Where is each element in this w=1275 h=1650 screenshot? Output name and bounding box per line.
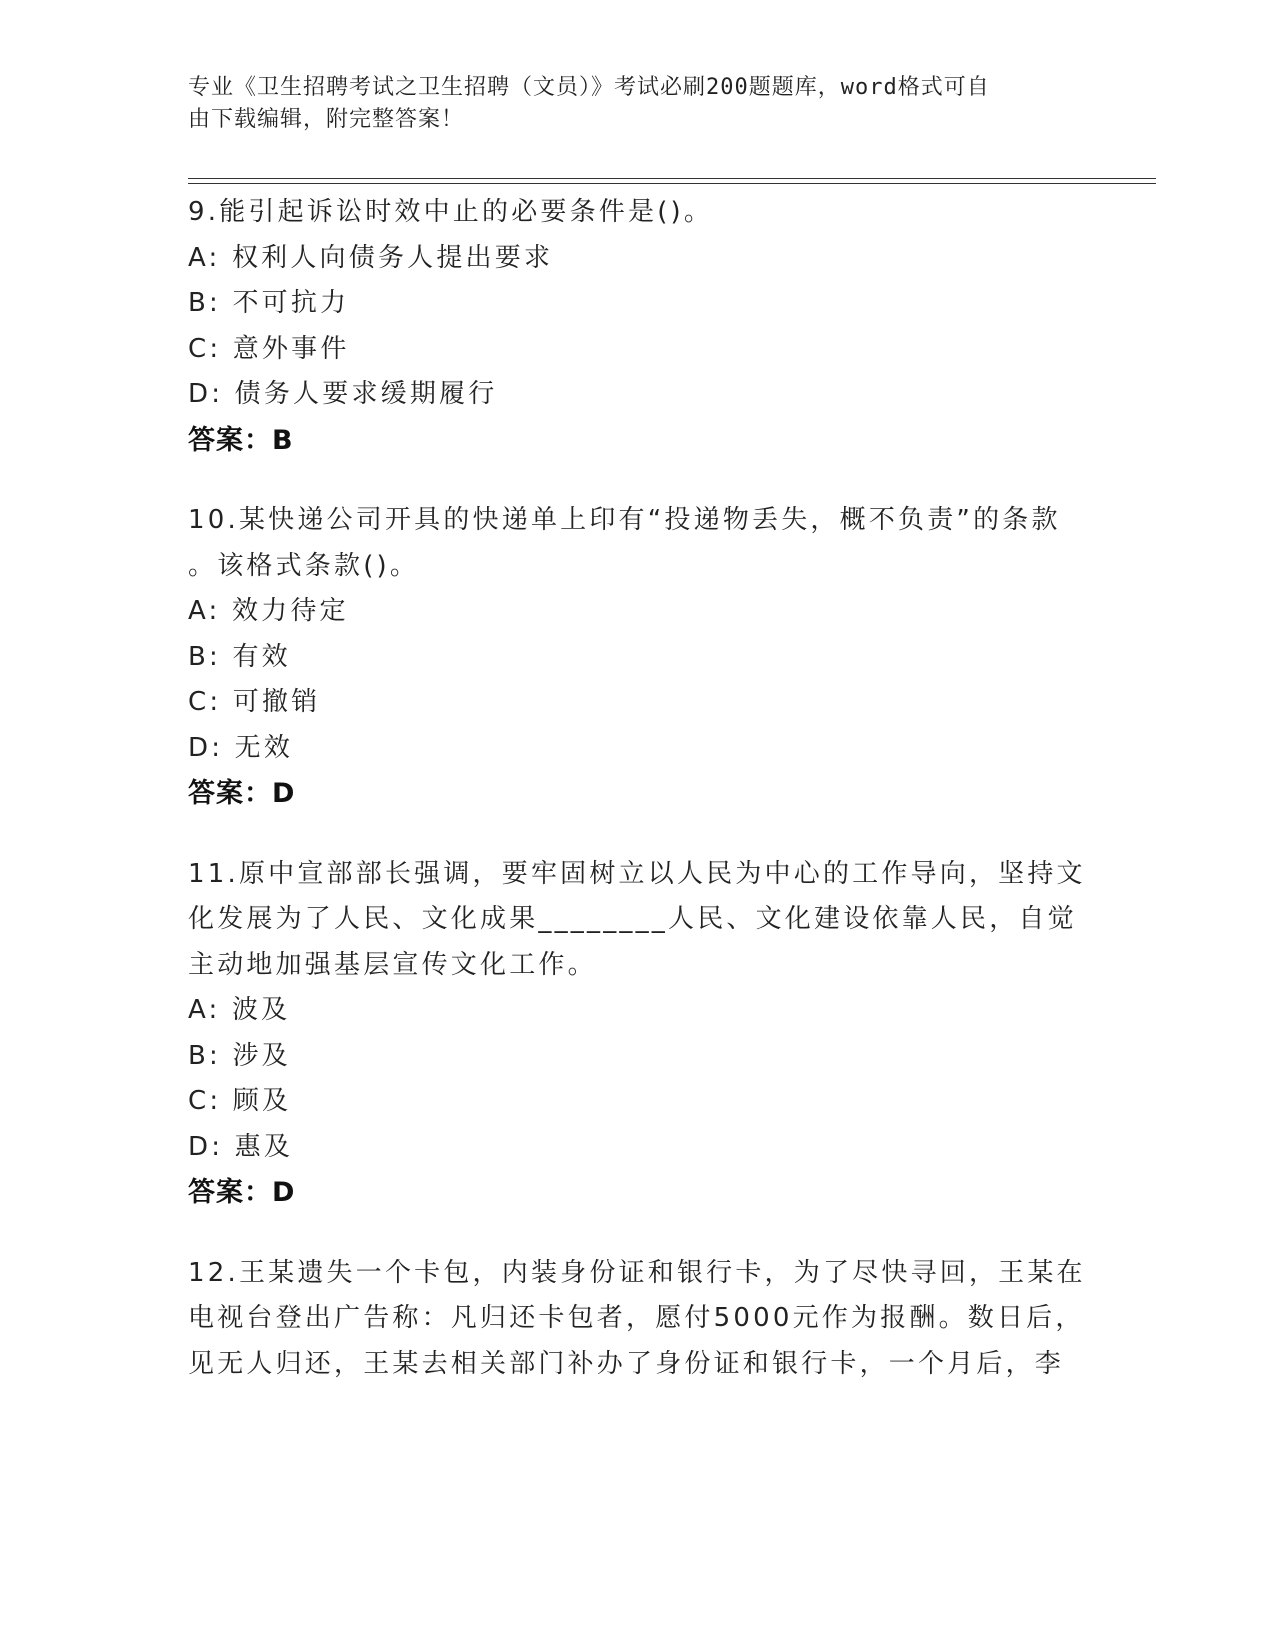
option-a: A: 权利人向债务人提出要求: [188, 242, 554, 273]
header-divider-top: [188, 178, 1156, 179]
question-10: [188, 498, 1088, 817]
question-11: [188, 852, 1088, 1216]
question-text: 主动地加强基层宣传文化工作。: [188, 949, 597, 980]
header-line-1: 专业《卫生招聘考试之卫生招聘（文员）》考试必刷200题题库，word格式可自: [188, 75, 990, 100]
option-d: D: 惠及: [188, 1131, 294, 1162]
document-header: [188, 72, 1088, 136]
header-line-2: 由下载编辑，附完整答案！: [188, 107, 465, 132]
header-divider-bottom: [188, 183, 1156, 184]
option-d: D: 无效: [188, 732, 294, 763]
option-c: C: 可撤销: [188, 687, 321, 717]
question-9: [188, 190, 1088, 463]
option-b: B: 不可抗力: [188, 288, 350, 318]
question-text: 12.王某遗失一个卡包，内装身份证和银行卡，为了尽快寻回，王某在: [188, 1257, 1086, 1288]
question-text: 。该格式条款()。: [188, 550, 420, 581]
answer: 答案：D: [188, 1177, 296, 1208]
option-c: C: 顾及: [188, 1086, 292, 1116]
question-text: 见无人归还，王某去相关部门补办了身份证和银行卡，一个月后，李: [188, 1348, 1065, 1379]
option-d: D: 债务人要求缓期履行: [188, 379, 498, 409]
question-12: [188, 1251, 1088, 1388]
question-text: 9.能引起诉讼时效中止的必要条件是()。: [188, 197, 714, 227]
option-b: B: 涉及: [188, 1040, 291, 1071]
question-text: 电视台登出广告称：凡归还卡包者，愿付5000元作为报酬。数日后，: [188, 1303, 1085, 1333]
question-text: 10.某快递公司开具的快递单上印有“投递物丢失，概不负责”的条款: [188, 505, 1061, 535]
answer: 答案：D: [188, 778, 296, 809]
question-text: 化发展为了人民、文化成果________人民、文化建设依靠人民，自觉: [188, 904, 1077, 934]
option-a: A: 效力待定: [188, 596, 349, 626]
answer: 答案：B: [188, 424, 294, 456]
option-a: A: 波及: [188, 995, 291, 1025]
option-b: B: 有效: [188, 641, 291, 672]
option-c: C: 意外事件: [188, 333, 350, 364]
question-list: [188, 190, 1088, 1422]
question-text: 11.原中宣部部长强调，要牢固树立以人民为中心的工作导向，坚持文: [188, 858, 1086, 889]
